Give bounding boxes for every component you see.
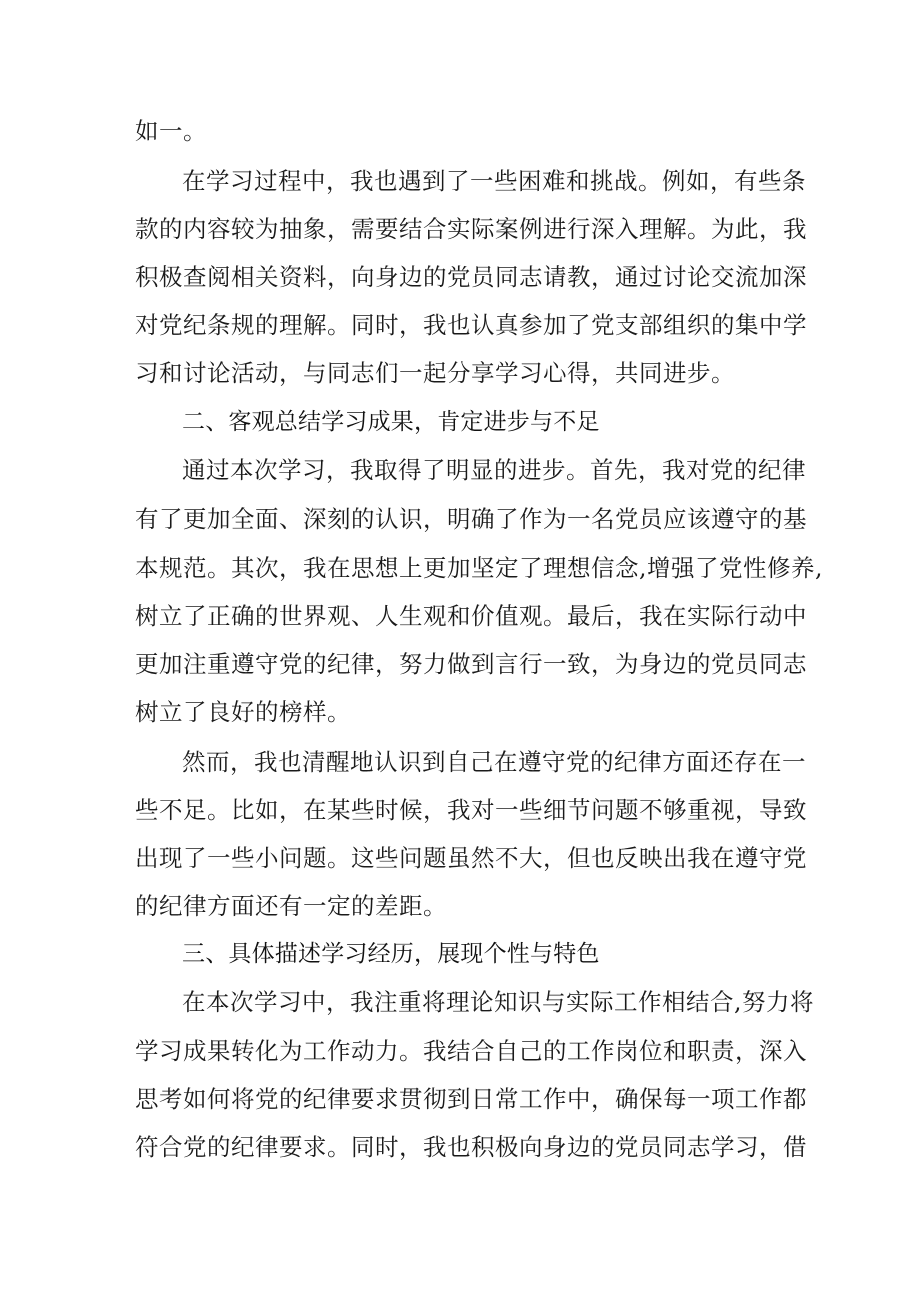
text-line: 符合党的纪律要求。同时，我也积极向身边的党员同志学习，借 [135, 1133, 807, 1161]
text-line: 树立了正确的世界观、人生观和价值观。最后，我在实际行动中 [135, 602, 807, 630]
text-line: 在本次学习中，我注重将理论知识与实际工作相结合,努力将 [182, 988, 814, 1016]
text-line: 有了更加全面、深刻的认识，明确了作为一名党员应该遵守的基 [135, 505, 807, 533]
text-line: 的纪律方面还有一定的差距。 [135, 892, 447, 920]
text-line: 出现了一些小问题。这些问题虽然不大，但也反映出我在遵守党 [135, 844, 807, 872]
text-line: 些不足。比如，在某些时候，我对一些细节问题不够重视，导致 [135, 796, 807, 824]
text-line: 积极查阅相关资料，向身边的党员同志请教，通过讨论交流加深 [135, 263, 807, 291]
text-line: 在学习过程中，我也遇到了一些困难和挑战。例如，有些条 [182, 167, 806, 195]
text-line: 学习成果转化为工作动力。我结合自己的工作岗位和职责，深入 [135, 1037, 807, 1065]
text-line: 习和讨论活动，与同志们一起分享学习心得，共同进步。 [135, 359, 735, 387]
text-line: 本规范。其次，我在思想上更加坚定了理想信念,增强了党性修养, [135, 554, 823, 582]
section-heading: 三、具体描述学习经历，展现个性与特色 [182, 941, 600, 967]
text-line: 树立了良好的榜样。 [135, 698, 351, 726]
section-heading: 二、客观总结学习成果，肯定进步与不足 [182, 409, 600, 435]
text-line: 如一。 [135, 117, 207, 145]
text-line: 通过本次学习，我取得了明显的进步。首先，我对党的纪律 [182, 456, 806, 484]
text-line: 思考如何将党的纪律要求贯彻到日常工作中，确保每一项工作都 [135, 1085, 807, 1113]
text-line: 然而，我也清醒地认识到自己在遵守党的纪律方面还存在一 [182, 748, 806, 776]
text-line: 款的内容较为抽象，需要结合实际案例进行深入理解。为此，我 [135, 215, 807, 243]
text-line: 对党纪条规的理解。同时，我也认真参加了党支部组织的集中学 [135, 311, 807, 339]
text-line: 更加注重遵守党的纪律，努力做到言行一致，为身边的党员同志 [135, 650, 807, 678]
